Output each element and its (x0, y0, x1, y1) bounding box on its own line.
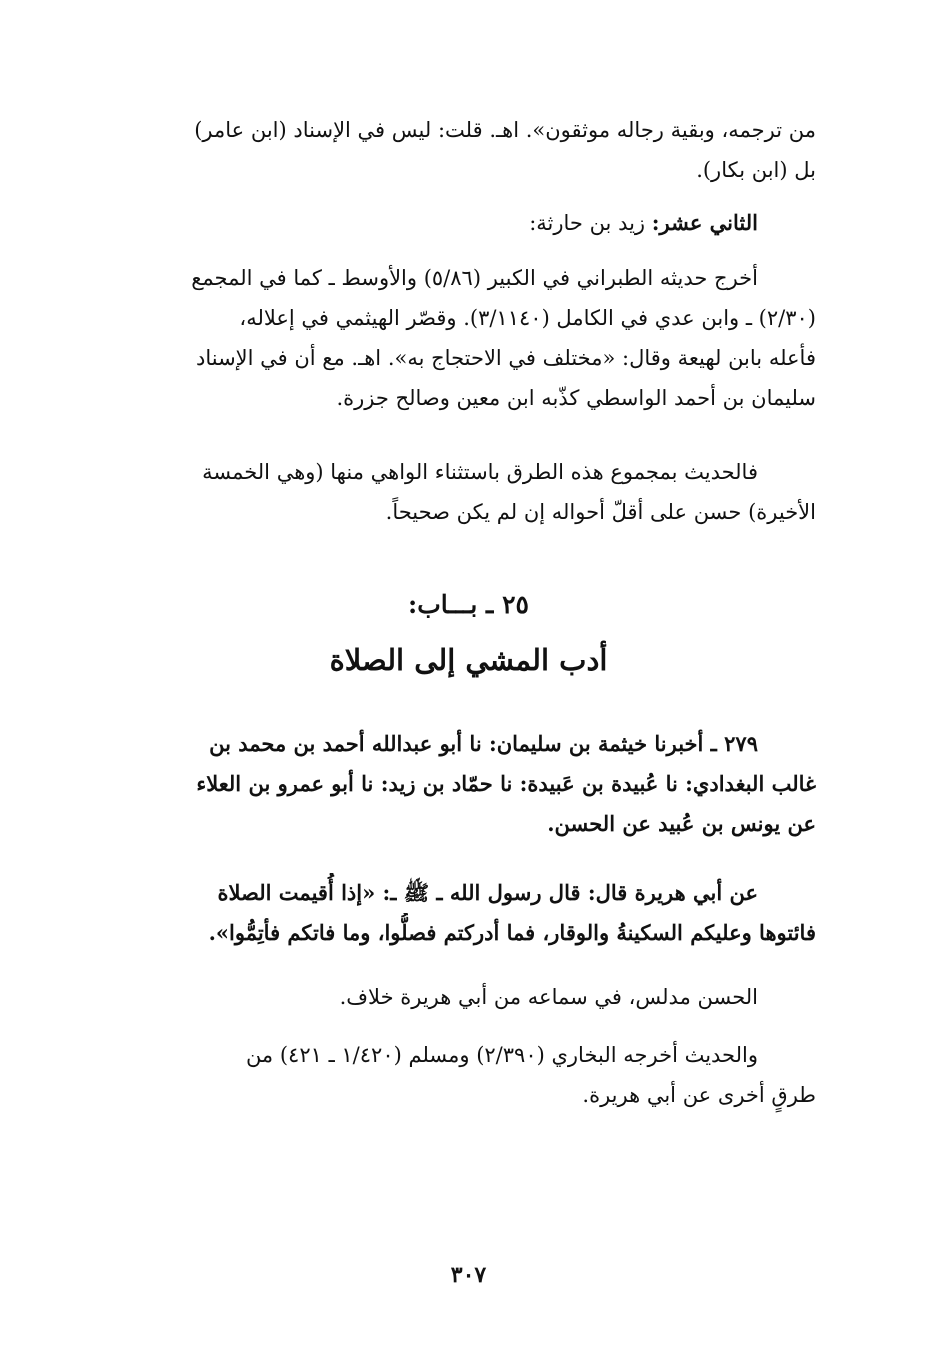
section-label: الثاني عشر: (651, 210, 758, 235)
text-line: فأعله بابن لهيعة وقال: «مختلف في الاحتجاج به». اهـ. مع أن في الإسناد (195, 346, 816, 370)
text-line: (٢/٣٠) ـ وابن عدي في الكامل (٣/١١٤٠). وقصّر الهيثمي في إعلاله، (239, 306, 816, 330)
text-line: بل (ابن بكار). (696, 158, 816, 182)
section-twelfth (128, 203, 816, 243)
text-line: الحسن مدلس، في سماعه من أبي هريرة خلاف. (339, 985, 758, 1009)
text-line: أخرج حديثه الطبراني في الكبير (٥/٨٦) والأوسط ـ كما في المجمع (191, 266, 758, 290)
note-takhrij (128, 1035, 816, 1115)
note-tadlis (128, 977, 816, 1017)
paragraph-takhrij (128, 258, 816, 418)
page-number: ٣٠٧ (450, 1262, 487, 1288)
text-line: فائتوها وعليكم السكينةُ والوقار، فما أدركتم فصلُّوا، وما فاتكم فأتِمُّوا». (208, 920, 816, 945)
hadith-matn (128, 873, 816, 953)
text-line: غالب البغدادي: نا عُبيدة بن عَبيدة: نا حمّاد بن زيد: نا أبو عمرو بن العلاء (196, 771, 816, 796)
chapter-title: أدب المشي إلى الصلاة (329, 643, 608, 677)
text-line: عن أبي هريرة قال: قال رسول الله ـ ﷺ ـ: «إذا أُقيمت الصلاة (217, 880, 758, 905)
text-line: والحديث أخرجه البخاري (٢/٣٩٠) ومسلم (١/٤٢٠ ـ ٤٢١) من (245, 1043, 758, 1067)
hadith-isnad (128, 724, 816, 844)
section-subject: زيد بن حارثة: (529, 211, 646, 235)
paragraph-conclusion (128, 452, 816, 532)
text-line: ٢٧٩ ـ أخبرنا خيثمة بن سليمان: نا أبو عبدالله أحمد بن محمد بن (209, 731, 758, 756)
text-line: طرقٍ أخرى عن أبي هريرة. (582, 1083, 816, 1107)
text-line: سليمان بن أحمد الواسطي كذّبه ابن معين وصالح جزرة. (336, 386, 816, 410)
text-line: الأخيرة) حسن على أقلّ أحواله إن لم يكن صحيحاً. (385, 500, 816, 524)
text-line (128, 203, 816, 243)
chapter-number: ٢٥ ـ بـــاب: (408, 590, 529, 619)
text-line: عن يونس بن عُبيد عن الحسن. (547, 811, 816, 836)
text-line: من ترجمه، وبقية رجاله موثقون». اهـ. قلت: ليس في الإسناد (ابن عامر) (194, 118, 816, 142)
paragraph-continuation (128, 110, 816, 190)
text-line: فالحديث بمجموع هذه الطرق باستثناء الواهي منها (وهي الخمسة (202, 460, 758, 484)
